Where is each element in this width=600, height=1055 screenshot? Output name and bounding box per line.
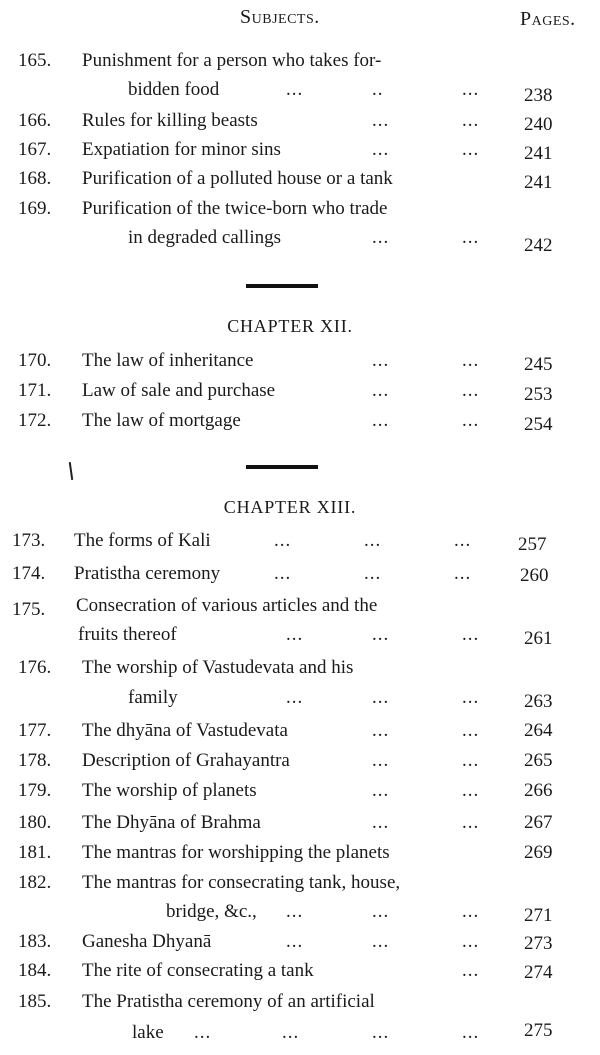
entry-number: 185. — [18, 991, 52, 1012]
entry-165-line1 — [0, 50, 600, 80]
leader-dots: ... — [364, 563, 382, 584]
entry-number: 173. — [12, 530, 46, 551]
entry-title: Ganesha Dhyanā — [82, 931, 212, 952]
leader-dots: ... — [462, 780, 480, 801]
entry-number: 177. — [18, 720, 52, 741]
entry-172 — [0, 410, 600, 440]
entry-number: 169. — [18, 198, 52, 219]
entry-165-line2 — [0, 79, 600, 109]
entry-page: 260 — [520, 565, 549, 586]
leader-dots: ... — [462, 410, 480, 431]
subjects-header: Subjects. — [240, 6, 320, 28]
entry-179 — [0, 780, 600, 810]
leader-dots: ... — [462, 110, 480, 131]
entry-title: The forms of Kali — [74, 530, 211, 551]
entry-177 — [0, 720, 600, 750]
leader-dots: ... — [372, 139, 390, 160]
entry-page: 271 — [524, 905, 553, 926]
entry-page: 241 — [524, 143, 553, 164]
entry-number: 174. — [12, 563, 46, 584]
leader-dots: ... — [462, 720, 480, 741]
leader-dots: ... — [372, 901, 390, 922]
leader-dots: ... — [372, 687, 390, 708]
entry-title: Purification of a polluted house or a tank — [82, 168, 393, 189]
leader-dots: ... — [372, 780, 390, 801]
leader-dots: ... — [286, 624, 304, 645]
entry-182-line2 — [0, 901, 600, 931]
leader-dots: ... — [286, 79, 304, 100]
entry-171 — [0, 380, 600, 410]
entry-number: 175. — [12, 599, 46, 620]
entry-title: The worship of planets — [82, 780, 257, 801]
entry-number: 180. — [18, 812, 52, 833]
entry-169-line2 — [0, 227, 600, 257]
entry-page: 266 — [524, 780, 553, 801]
entry-number: 167. — [18, 139, 52, 160]
entry-page: 257 — [518, 534, 547, 555]
entry-number: 166. — [18, 110, 52, 131]
entry-title: The Dhyāna of Brahma — [82, 812, 261, 833]
entry-title: Rules for killing beasts — [82, 110, 258, 131]
entry-page: 275 — [524, 1020, 553, 1041]
entry-page: 264 — [524, 720, 553, 741]
entry-title: The law of mortgage — [82, 410, 241, 431]
entry-title: The law of inheritance — [82, 350, 254, 371]
leader-dots: .. — [372, 79, 384, 100]
entry-175-line2 — [0, 624, 600, 654]
entry-page: 240 — [524, 114, 553, 135]
entry-number: 179. — [18, 780, 52, 801]
leader-dots: ... — [274, 530, 292, 551]
leader-dots: ... — [462, 960, 480, 981]
entry-title: The rite of consecrating a tank — [82, 960, 314, 981]
leader-dots: ... — [462, 687, 480, 708]
entry-173 — [0, 530, 600, 560]
entry-185-line2 — [0, 1022, 600, 1052]
entry-185-line1 — [0, 991, 600, 1021]
section-divider — [246, 465, 318, 469]
stray-ink-mark — [69, 462, 73, 480]
leader-dots: ... — [372, 624, 390, 645]
leader-dots: ... — [286, 931, 304, 952]
entry-title: Expatiation for minor sins — [82, 139, 281, 160]
entry-title: The Pratistha ceremony of an artificial — [82, 991, 375, 1012]
entry-number: 178. — [18, 750, 52, 771]
entry-number: 172. — [18, 410, 52, 431]
pages-header: Pages. — [520, 8, 576, 30]
entry-title-continued: fruits thereof — [78, 624, 177, 645]
entry-title-continued: bidden food — [128, 79, 220, 100]
leader-dots: ... — [286, 687, 304, 708]
leader-dots: ... — [462, 812, 480, 833]
entry-number: 170. — [18, 350, 52, 371]
leader-dots: ... — [372, 380, 390, 401]
leader-dots: ... — [372, 750, 390, 771]
leader-dots: ... — [462, 901, 480, 922]
leader-dots: ... — [454, 530, 472, 551]
leader-dots: ... — [462, 624, 480, 645]
entry-number: 182. — [18, 872, 52, 893]
entry-number: 168. — [18, 168, 52, 189]
entry-176-line2 — [0, 687, 600, 717]
entry-184 — [0, 960, 600, 990]
entry-number: 183. — [18, 931, 52, 952]
section-divider — [246, 284, 318, 288]
leader-dots: ... — [462, 931, 480, 952]
leader-dots: ... — [286, 901, 304, 922]
entry-title-continued: family — [128, 687, 178, 708]
entry-title: The worship of Vastudevata and his — [82, 657, 354, 678]
leader-dots: ... — [372, 350, 390, 371]
entry-title: Punishment for a person who takes for- — [82, 50, 382, 71]
entry-title: The mantras for worshipping the planets — [82, 842, 390, 863]
leader-dots: ... — [462, 79, 480, 100]
leader-dots: ... — [372, 110, 390, 131]
entry-page: 265 — [524, 750, 553, 771]
leader-dots: ... — [372, 410, 390, 431]
entry-title: Purification of the twice-born who trade — [82, 198, 388, 219]
chapter-xii-heading: CHAPTER XII. — [227, 316, 353, 336]
entry-number: 165. — [18, 50, 52, 71]
entry-page: 267 — [524, 812, 553, 833]
leader-dots: ... — [462, 380, 480, 401]
entry-page: 254 — [524, 414, 553, 435]
entry-page: 241 — [524, 172, 553, 193]
entry-168 — [0, 168, 600, 198]
entry-title: Law of sale and purchase — [82, 380, 276, 401]
entry-title: Description of Grahayantra — [82, 750, 290, 771]
entry-title: The dhyāna of Vastudevata — [82, 720, 288, 741]
entry-170 — [0, 350, 600, 380]
entry-182-line1 — [0, 872, 600, 902]
entry-page: 238 — [524, 85, 553, 106]
entry-page: 253 — [524, 384, 553, 405]
chapter-xiii-heading: CHAPTER XIII. — [223, 497, 357, 517]
leader-dots: ... — [372, 931, 390, 952]
entry-title: Consecration of various articles and the — [76, 595, 378, 616]
entry-number: 181. — [18, 842, 52, 863]
leader-dots: ... — [454, 563, 472, 584]
entry-page: 245 — [524, 354, 553, 375]
entry-title: The mantras for consecrating tank, house, — [82, 872, 401, 893]
entry-page: 242 — [524, 235, 553, 256]
leader-dots: ... — [462, 139, 480, 160]
entry-167 — [0, 139, 600, 169]
entry-page: 261 — [524, 628, 553, 649]
leader-dots: ... — [372, 720, 390, 741]
leader-dots: ... — [194, 1022, 212, 1043]
entry-title-continued: in degraded callings — [128, 227, 282, 248]
entry-166 — [0, 110, 600, 140]
entry-page: 274 — [524, 962, 553, 983]
entry-181 — [0, 842, 600, 872]
entry-number: 171. — [18, 380, 52, 401]
entry-page: 269 — [524, 842, 553, 863]
leader-dots: ... — [364, 530, 382, 551]
entry-183 — [0, 931, 600, 961]
entry-176-line1 — [0, 657, 600, 687]
leader-dots: ... — [372, 227, 390, 248]
entry-number: 184. — [18, 960, 52, 981]
entry-169-line1 — [0, 198, 600, 228]
entry-180 — [0, 812, 600, 842]
entry-page: 263 — [524, 691, 553, 712]
entry-page: 273 — [524, 933, 553, 954]
leader-dots: ... — [462, 750, 480, 771]
entry-title: Pratistha ceremony — [74, 563, 221, 584]
leader-dots: ... — [372, 1022, 390, 1043]
entry-175-line1 — [0, 595, 600, 625]
entry-174 — [0, 563, 600, 593]
entry-number: 176. — [18, 657, 52, 678]
leader-dots: ... — [462, 350, 480, 371]
entry-178 — [0, 750, 600, 780]
leader-dots: ... — [462, 227, 480, 248]
entry-title-continued: lake — [132, 1022, 164, 1043]
leader-dots: ... — [372, 812, 390, 833]
leader-dots: ... — [282, 1022, 300, 1043]
leader-dots: ... — [462, 1022, 480, 1043]
leader-dots: ... — [274, 563, 292, 584]
entry-title-continued: bridge, &c., — [166, 901, 257, 922]
